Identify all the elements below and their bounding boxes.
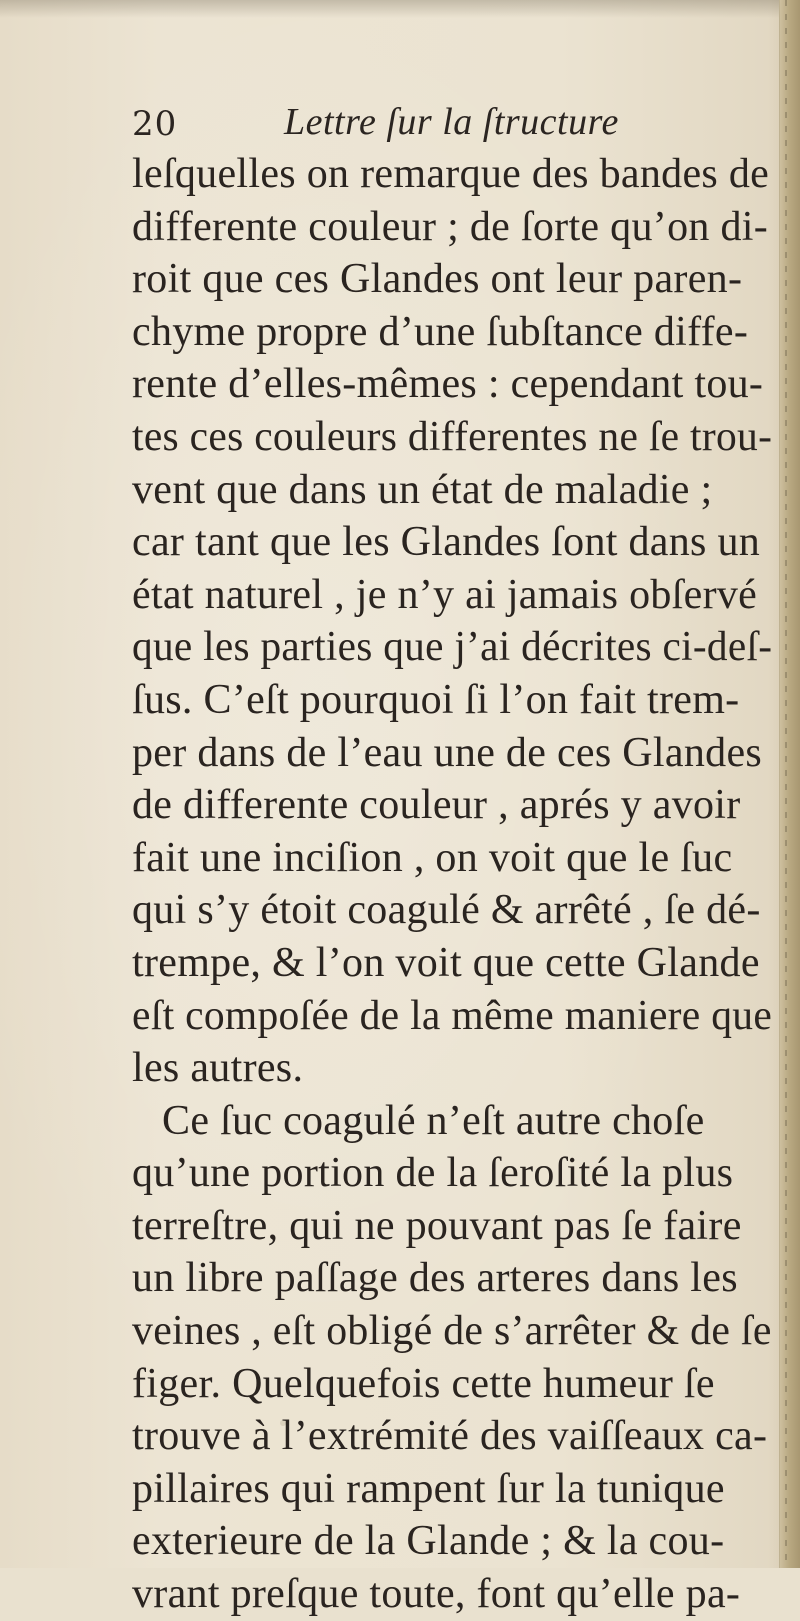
page-number: 20 bbox=[132, 104, 178, 144]
text-line: eſt compoſée de la même maniere que bbox=[132, 992, 773, 1039]
text-line: vent que dans un état de maladie ; bbox=[132, 466, 713, 513]
text-line: chyme propre d’une ſubſtance diffe- bbox=[132, 308, 749, 355]
text-line: veines , eſt obligé de s’arrêter & de ſe bbox=[132, 1308, 772, 1355]
running-head: Lettre ſur la ſtructure bbox=[284, 101, 619, 143]
text-line: de differente couleur , aprés y avoir bbox=[132, 782, 741, 829]
text-line: que les parties que j’ai décrites ci-deſ- bbox=[132, 624, 773, 671]
text-line: fait une inciſion , on voit que le ſuc bbox=[132, 834, 733, 881]
page-top-shadow bbox=[0, 0, 800, 18]
text-line: état naturel , je n’y ai jamais obſervé bbox=[132, 571, 758, 618]
text-line: qui s’y étoit coagulé & arrêté , ſe dé- bbox=[132, 887, 761, 934]
text-line: roit que ces Glandes ont leur paren- bbox=[132, 256, 743, 303]
text-line: leſquelles on remarque des bandes de bbox=[132, 151, 770, 197]
text-line: pillaires qui rampent ſur la tunique bbox=[132, 1465, 725, 1512]
text-line: car tant que les Glandes ſont dans un bbox=[132, 519, 761, 566]
text-line: un libre paſſage des arteres dans les bbox=[132, 1255, 738, 1302]
text-line: ſus. C’eſt pourquoi ſi l’on fait trem- bbox=[132, 676, 740, 723]
text-line: vrant preſque toute, font qu’elle pa- bbox=[132, 1571, 741, 1618]
text-line: differente couleur ; de ſorte qu’on di- bbox=[132, 203, 769, 250]
text-line: rente d’elles-mêmes : cependant tou- bbox=[132, 361, 764, 408]
text-line: terreſtre, qui ne pouvant pas ſe faire bbox=[132, 1202, 742, 1249]
text-line: figer. Quelquefois cette humeur ſe bbox=[132, 1360, 715, 1407]
text-line: trouve à l’extrémité des vaiſſeaux ca- bbox=[132, 1413, 768, 1460]
text-line: trempe, & l’on voit que cette Glande bbox=[132, 939, 760, 986]
page-edge bbox=[779, 0, 800, 1568]
text-line: tes ces couleurs differentes ne ſe trou- bbox=[132, 413, 773, 460]
paragraph-start-line: Ce ſuc coagulé n’eſt autre choſe bbox=[162, 1097, 705, 1144]
text-line: exterieure de la Glande ; & la cou- bbox=[132, 1518, 725, 1565]
text-line: les autres. bbox=[132, 1045, 304, 1092]
text-line: per dans de l’eau une de ces Glandes bbox=[132, 729, 763, 776]
text-line: qu’une portion de la ſeroſité la plus bbox=[132, 1150, 734, 1197]
body-text bbox=[132, 148, 772, 1621]
page-header bbox=[132, 100, 752, 152]
